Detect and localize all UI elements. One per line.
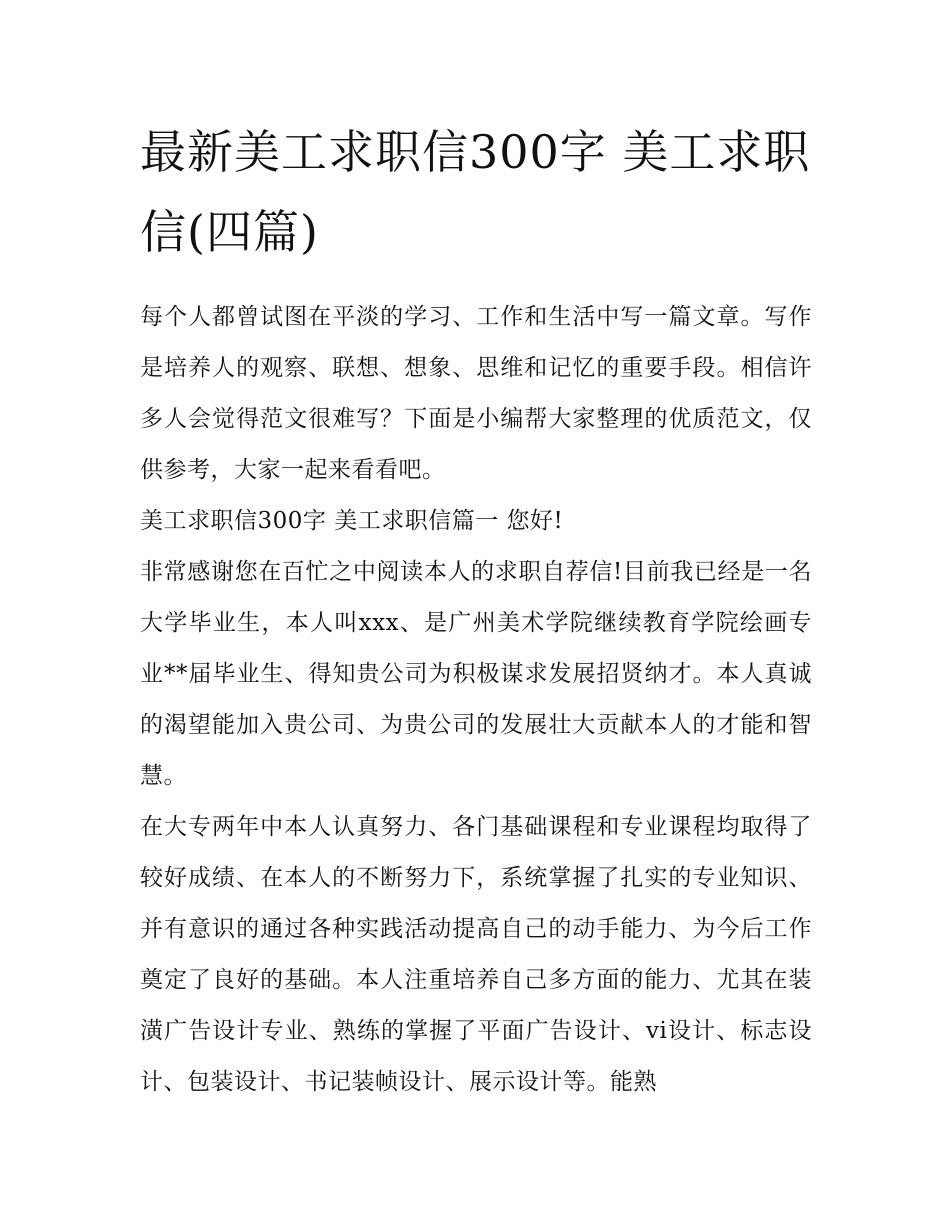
paragraph-letter-body-2: 在大专两年中本人认真努力、各门基础课程和专业课程均取得了较好成绩、在本人的不断努力下，系统掌握了扎实的专业知识、并有意识的通过各种实践活动提高自己的动手能力、为今后工作奠定了良好的基础。本人注重培养自己多方面的能力、尤其在装潢广告设计专业、熟练的掌握了平面广告设计、vi设计、标志设计、包装设计、书记装帧设计、展示设计等。能熟 — [140, 814, 812, 1095]
paragraph-letter-heading: 美工求职信300字 美工求职信篇一 您好! — [140, 508, 564, 534]
paragraph-letter-body-1: 非常感谢您在百忙之中阅读本人的求职自荐信!目前我已经是一名大学毕业生，本人叫xxx、是广州美术学院继续教育学院绘画专业**届毕业生、得知贵公司为积极谋求发展招贤纳才。本人真诚的渴望能加入贵公司、为贵公司的发展壮大贡献本人的才能和智慧。 — [140, 559, 812, 789]
document-title: 最新美工求职信300字 美工求职信(四篇) — [140, 125, 811, 259]
document-page — [140, 112, 812, 1108]
paragraph-intro: 每个人都曾试图在平淡的学习、工作和生活中写一篇文章。写作是培养人的观察、联想、想象、思维和记忆的重要手段。相信许多人会觉得范文很难写？下面是小编帮大家整理的优质范文，仅供参考，大家一起来看看吧。 — [140, 304, 812, 483]
